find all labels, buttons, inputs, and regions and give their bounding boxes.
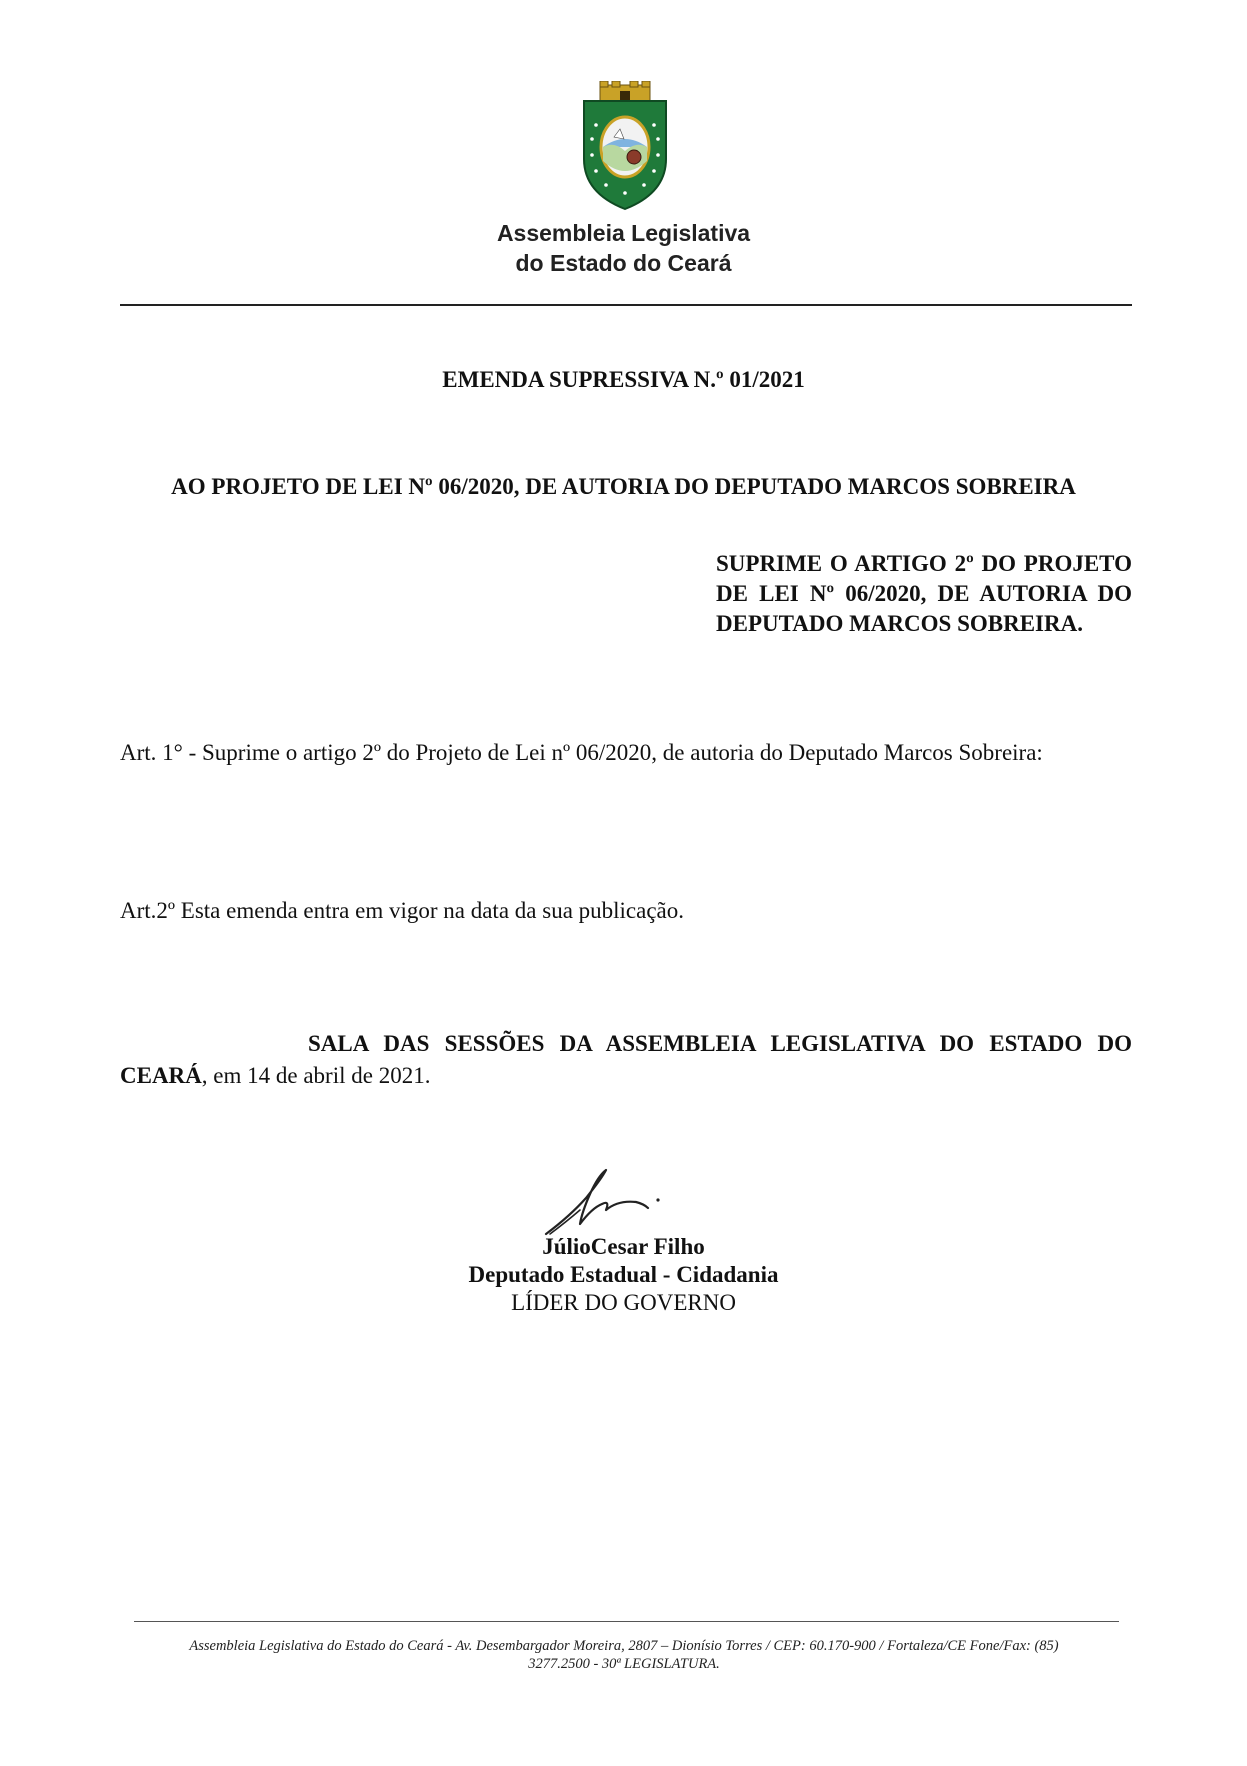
session-closing bbox=[120, 1028, 1132, 1092]
signatory-name: JúlioCesar Filho bbox=[542, 1234, 705, 1259]
state-coat-of-arms-icon bbox=[578, 81, 672, 211]
footer-line-2: 3277.2500 - 30ª LEGISLATURA. bbox=[528, 1656, 720, 1672]
footer-line-1: Assembleia Legislativa do Estado do Ceará - Av. Desembargador Moreira, 2807 – Dionísio Torres / CEP: 60.170-900 / Fortaleza/CE Fone/Fax: (85) bbox=[189, 1638, 1059, 1654]
signatory-title: LÍDER DO GOVERNO bbox=[511, 1290, 736, 1315]
footer-address bbox=[124, 1637, 1124, 1673]
institution-name-line1: Assembleia Legislativa bbox=[496, 220, 751, 246]
header-divider bbox=[120, 304, 1132, 306]
signature-mark bbox=[540, 1164, 670, 1238]
article-2: Art.2º Esta emenda entra em vigor na data da sua publicação. bbox=[120, 898, 685, 923]
session-closing-date: , em 14 de abril de 2021. bbox=[201, 1063, 431, 1088]
article-1: Art. 1° - Suprime o artigo 2º do Projeto de Lei nº 06/2020, de autoria do Deputado Marcos Sobreira: bbox=[120, 740, 1043, 765]
footer-divider bbox=[134, 1621, 1119, 1622]
signatory-role: Deputado Estadual - Cidadania bbox=[468, 1262, 779, 1287]
document-subtitle: AO PROJETO DE LEI Nº 06/2020, DE AUTORIA DO DEPUTADO MARCOS SOBREIRA bbox=[171, 474, 1076, 499]
institution-name-line2: do Estado do Ceará bbox=[515, 250, 732, 276]
ementa-summary: SUPRIME O ARTIGO 2º DO PROJETO DE LEI Nº 06/2020, DE AUTORIA DO DEPUTADO MARCOS SOBREIRA. bbox=[716, 551, 1132, 636]
session-closing-bold: SALA DAS SESSÕES DA ASSEMBLEIA LEGISLATIVA DO ESTADO DO CEARÁ bbox=[120, 1031, 1132, 1088]
document-title: EMENDA SUPRESSIVA N.º 01/2021 bbox=[442, 367, 805, 392]
